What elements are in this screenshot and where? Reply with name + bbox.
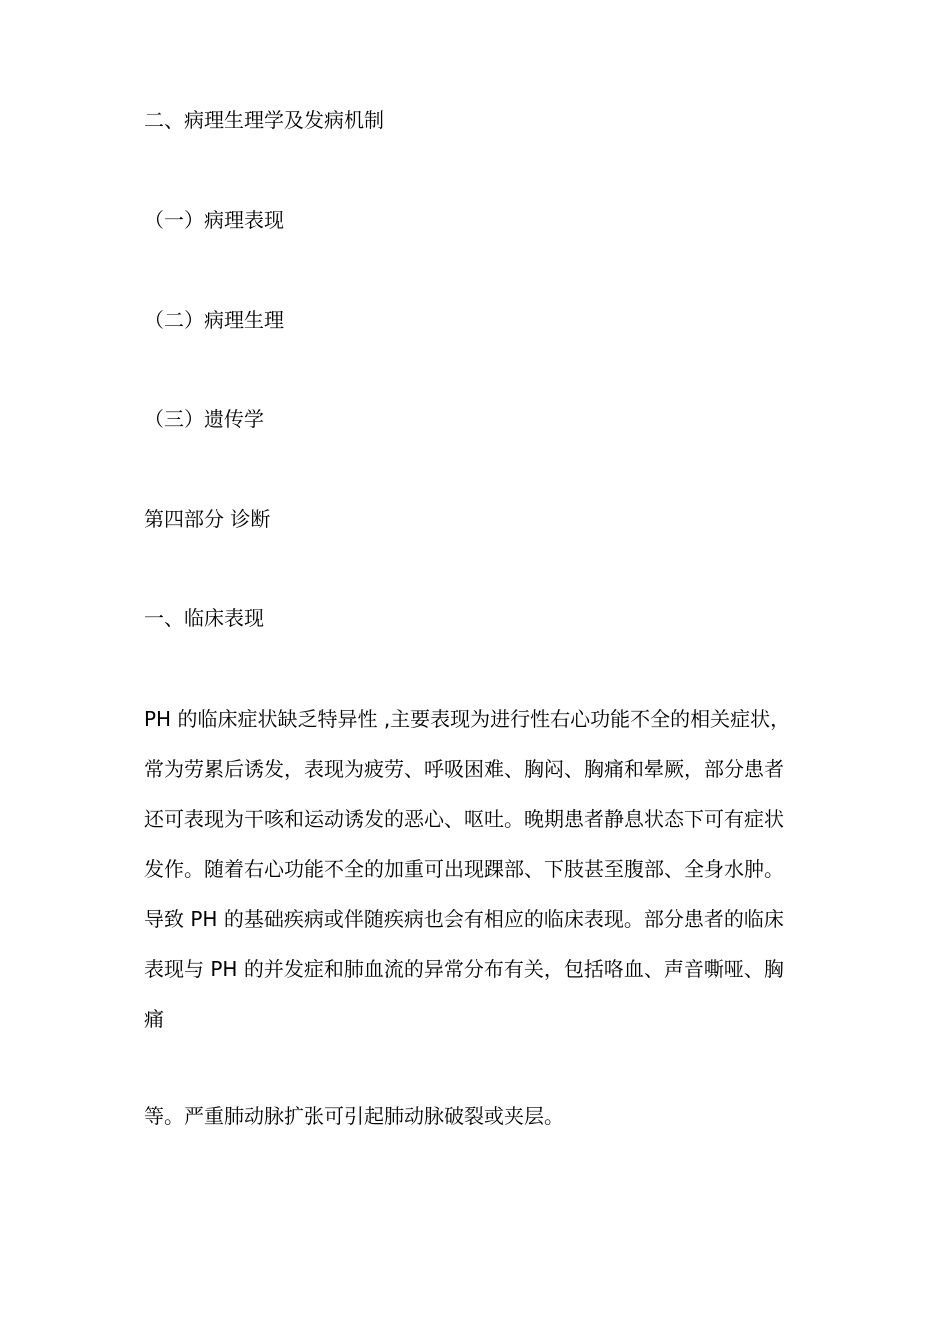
subheading-physiology: （二）病理生理	[144, 308, 284, 332]
paragraph-line: 痛	[144, 1007, 164, 1031]
paragraph-line: 表现与 PH 的并发症和肺血流的异常分布有关，包括咯血、声音嘶哑、胸	[144, 957, 784, 981]
paragraph-continuation: 等。严重肺动脉扩张可引起肺动脉破裂或夹层。	[144, 1104, 564, 1128]
part-title-diagnosis: 第四部分 诊断	[144, 507, 271, 531]
paragraph-line: 发作。随着右心功能不全的加重可出现踝部、下肢甚至腹部、全身水肿。	[144, 857, 784, 881]
paragraph-line: 导致 PH 的基础疾病或伴随疾病也会有相应的临床表现。部分患者的临床	[144, 907, 784, 931]
section-heading-pathophysiology: 二、病理生理学及发病机制	[144, 108, 384, 132]
paragraph-line: 还可表现为干咳和运动诱发的恶心、呕吐。晚期患者静息状态下可有症状	[144, 807, 784, 831]
paragraph-line: 常为劳累后诱发，表现为疲劳、呼吸困难、胸闷、胸痛和晕厥，部分患者	[144, 757, 784, 781]
clinical-paragraph	[144, 694, 810, 1044]
subheading-genetics: （三）遗传学	[144, 407, 264, 431]
paragraph-line: PH 的临床症状缺乏特异性 ,主要表现为进行性右心功能不全的相关症状，	[144, 707, 791, 731]
subheading-pathology: （一）病理表现	[144, 208, 284, 232]
section-heading-clinical: 一、临床表现	[144, 606, 264, 630]
